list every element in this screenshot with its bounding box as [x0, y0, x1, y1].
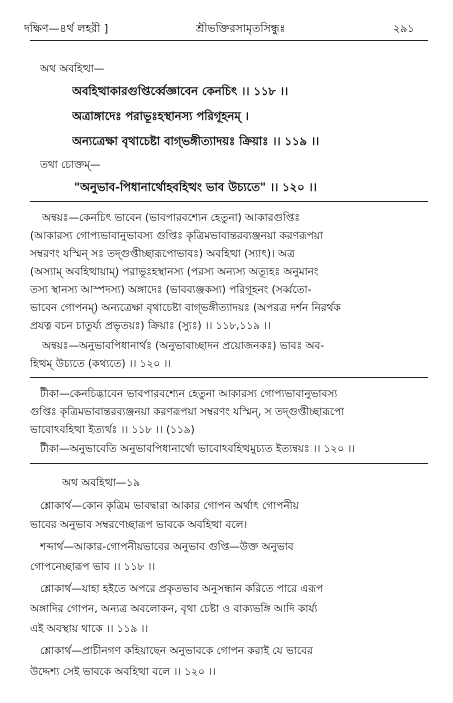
- anvaya-line: (অস্যাম্ অবহিত্থায়াম্) পরাভূঃহস্থানস্য (পরস্য অন্যস্য অত্যূহঃ অনুমানং: [30, 266, 319, 278]
- anvaya-line: প্রযত্ন বচন চাতুর্য্য প্রভৃতয়ঃ) ক্রিয়াঃ (স্যুঃ) ।। ১১৮,১১৯ ।।: [30, 320, 271, 332]
- section-heading: অথ অবহিত্থা—: [40, 63, 105, 75]
- anvaya-line: অন্বয়ঃ—কেনচিৎ ভাবেন (ভাবপারবশ্যেন হেতুনা) আকারগুপ্তিঃ: [42, 212, 301, 224]
- tika-line: ভাবোঽবহিত্থা ইত্যর্থঃ ।। ১১৮ ।। (১১৯): [30, 424, 195, 436]
- tika-line: গুপ্তিঃ কৃত্রিমভাবান্তরব্যঞ্জনয়া করণরূপয়া সম্বরণং যস্মিন্, স তদ্‌গুপ্তীচ্ছারূপো: [30, 406, 345, 418]
- tika-line: টীকা—অনুভাবেতি অনুভাবপিধানার্থো ভাবোঽবহিত্থমুচ্যত ইত্যন্বয়ঃ ।। ১২০ ।।: [40, 443, 356, 455]
- section-rule-3: [30, 463, 428, 464]
- section-rule-1: [30, 201, 428, 202]
- translation-line: ভাবের অনুভাব সম্বরণেচ্ছারূপ ভাবকে অবহিত্থা বলে।: [30, 519, 248, 531]
- anvaya-line: অন্বয়ঃ—অনুভাবপিধানার্থঃ (অনুভাবাচ্ছাদন প্রয়োজনকঃ) ভাবঃ অব-: [42, 340, 325, 352]
- section-rule-2: [30, 377, 428, 378]
- translation-line: শ্লোকার্থ—যাহা হইতে অপরে প্রকৃতভাব অনুসন্ধান করিতে পারে এরূপ: [40, 583, 324, 595]
- anvaya-line: (আকারস্য গোপ্যভাবানুভাবস্য গুপ্তিঃ কৃত্রিমভাবান্তরব্যঞ্জনয়া করণরূপয়া: [30, 230, 323, 242]
- translation-heading: অথ অবহিত্থা—১৯: [62, 477, 140, 489]
- verse-120: "অনুভাব-পিধানার্থোহবহিত্থং ভাব উচ্যতে" ।। ১২০ ।।: [74, 180, 317, 194]
- translation-line: উদ্দেশ্য সেই ভাবকে অবহিত্থা বলে ।। ১২০ ।।: [30, 666, 216, 678]
- translation-line: অঙ্গাদির গোপন, অন্যত্র অবলোকন, বৃথা চেষ্টা ও বাক্যভঙ্গি আদি কার্য্য: [30, 603, 318, 615]
- anvaya-line: সম্বরণং যস্মিন্ সঃ তদ্‌গুপ্তীচ্ছারূপোভাবঃ) অবহিত্থা (স্যাৎ)। অত্র: [30, 248, 295, 260]
- anvaya-line: হিত্থম্ উচ্যতে (কথ্যতে) ।। ১২০ ।।: [30, 358, 172, 370]
- header-book-title: শ্রীভক্তিরসামৃতসিন্ধুঃ: [196, 22, 286, 35]
- translation-line: এই অবস্থায় থাকে ।। ১১৯ ।।: [30, 623, 149, 635]
- header-rule: [30, 40, 428, 41]
- translation-line: শ্লোকার্থ—প্রাচীনগণ কহিয়াছেন অনুভাবকে গোপন করাই যে ভাবের: [40, 645, 313, 657]
- translation-line: গোপনেচ্ছারূপ ভাব ।। ১১৮ ।।: [30, 561, 156, 573]
- quote-intro: তথা চোক্তম্—: [40, 159, 101, 171]
- translation-line: শ্লোকার্থ—কোন কৃত্রিম ভাবদ্বারা আকার গোপন অর্থাৎ গোপনীয়: [40, 500, 299, 512]
- anvaya-line: ভাবেন গোপনম্) অন্যত্রেক্ষা বৃথাচেষ্টা বাগ্‌ভঙ্গীত্যাদয়ঃ (অপরত্র দর্শন নিরর্থক: [30, 302, 341, 314]
- header-page-number: ২৯১: [393, 22, 415, 35]
- verse-118: অবহিত্থাকারগুপ্তিৰ্ব্বেজ্ঞাবেন কেনচিৎ ।। ১১৮ ।।: [72, 84, 289, 98]
- translation-line: শব্দার্থ—আকার-গোপনীয়ভাবের অনুভাব গুপ্তি—উক্ত অনুভাব: [40, 541, 294, 553]
- anvaya-line: তস্য স্থানস্য আস্পদস্য) অঙ্গাদেঃ (ভাবব্যঞ্জকস্য) পরিগূহনং (সর্ব্বতো-: [30, 284, 312, 296]
- verse-119-line1: অত্রাঙ্গাদেঃ পরাভূঃহস্থানস্য পরিগূহনম্ ।: [72, 109, 249, 123]
- tika-line: টীকা—কেনচিদ্ভাবেন ভাবপারবশ্যেন হেতুনা আকারস্য গোপ্যভাবানুভাবস্য: [40, 388, 338, 400]
- verse-119-line2: অন্যত্রেক্ষা বৃথাচেষ্টা বাগ্‌ভঙ্গীত্যাদয়ঃ ক্রিয়াঃ ।। ১১৯ ।।: [72, 134, 320, 148]
- header-chapter: দক্ষিণ—৪র্থ লহরী ]: [24, 22, 109, 35]
